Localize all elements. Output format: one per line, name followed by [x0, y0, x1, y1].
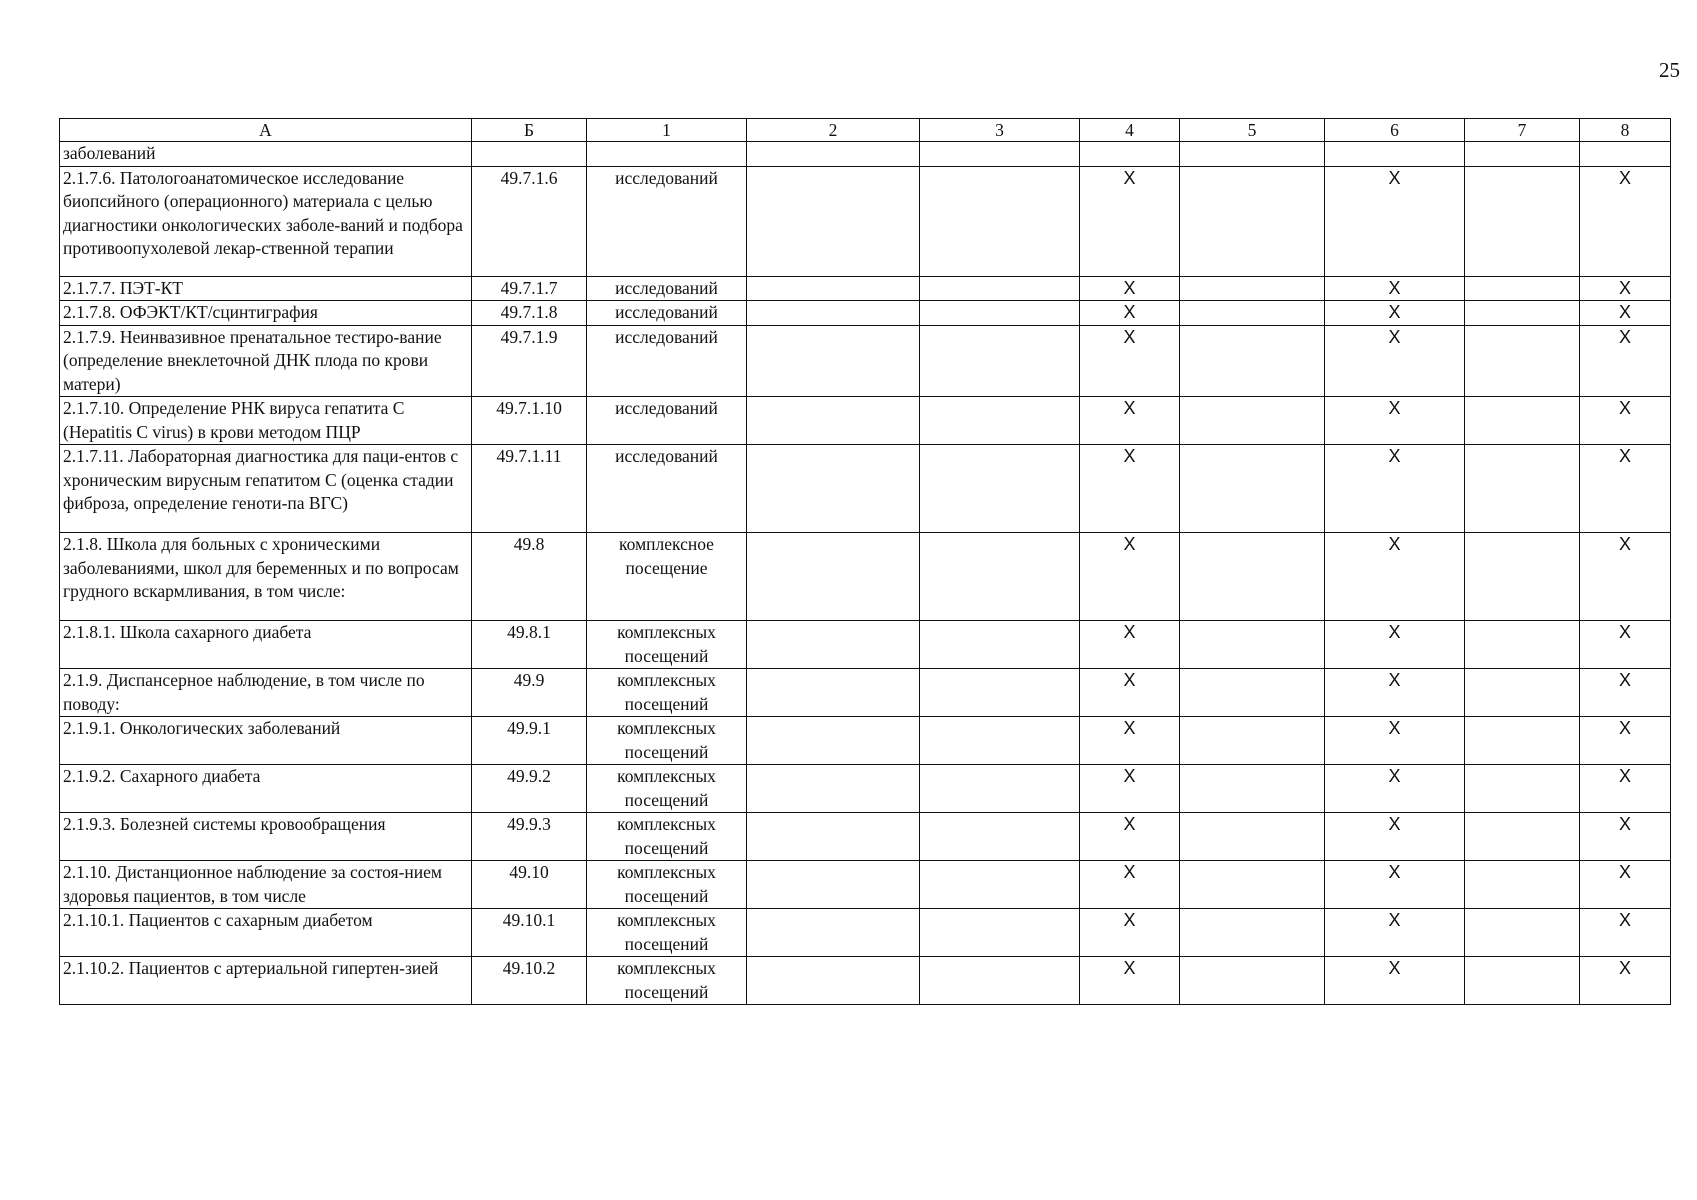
table-row [60, 325, 1671, 397]
col5-cell [1180, 276, 1325, 301]
row-name-cell: 2.1.7.6. Патологоанатомическое исследование биопсийного (операционного) материала с целью диагностики онкологических заболе-ваний и подбора противоопухолевой лекар-ственной терапии [60, 166, 472, 276]
row-unit-cell: комплексных посещений [587, 957, 747, 1005]
col3-cell [920, 861, 1080, 909]
table-body [60, 142, 1671, 1005]
table-row [60, 909, 1671, 957]
table-header-row [60, 119, 1671, 142]
col5-cell [1180, 301, 1325, 326]
row-unit-cell: исследований [587, 325, 747, 397]
table-row [60, 166, 1671, 276]
col6-mark-cell: X [1325, 301, 1465, 326]
col5-cell [1180, 621, 1325, 669]
row-code-cell: 49.7.1.7 [472, 276, 587, 301]
col2-cell [747, 621, 920, 669]
row-unit-cell: комплексных посещений [587, 909, 747, 957]
col2-cell [747, 909, 920, 957]
row-unit-cell: исследований [587, 445, 747, 533]
col5-cell [1180, 861, 1325, 909]
col4-mark-cell: X [1080, 909, 1180, 957]
col5-cell [1180, 397, 1325, 445]
col4-mark-cell: X [1080, 533, 1180, 621]
row-code-cell: 49.9.3 [472, 813, 587, 861]
col2-cell [747, 166, 920, 276]
row-name-cell: 2.1.7.11. Лабораторная диагностика для паци-ентов с хроническим вирусным гепатитом С (оценка стадии фиброза, определение геноти-па ВГС) [60, 445, 472, 533]
col7-cell [1465, 909, 1580, 957]
col5-cell [1180, 813, 1325, 861]
row-unit-cell: комплексных посещений [587, 621, 747, 669]
table-row [60, 142, 1671, 167]
table-row [60, 765, 1671, 813]
row-code-cell: 49.9.1 [472, 717, 587, 765]
col5-cell [1180, 166, 1325, 276]
row-name-cell: 2.1.9. Диспансерное наблюдение, в том числе по поводу: [60, 669, 472, 717]
col8-mark-cell: X [1580, 533, 1671, 621]
col3-cell [920, 397, 1080, 445]
col3-cell [920, 142, 1080, 167]
col5-cell [1180, 765, 1325, 813]
table-row [60, 301, 1671, 326]
header-cell-5: 5 [1180, 119, 1325, 142]
table-row [60, 861, 1671, 909]
col2-cell [747, 142, 920, 167]
indicators-table [59, 118, 1671, 1005]
col4-mark-cell: X [1080, 445, 1180, 533]
col7-cell [1465, 861, 1580, 909]
col7-cell [1465, 813, 1580, 861]
col4-mark-cell: X [1080, 301, 1180, 326]
col3-cell [920, 166, 1080, 276]
col7-cell [1465, 301, 1580, 326]
col4-mark-cell [1080, 142, 1180, 167]
row-unit-cell: комплексных посещений [587, 861, 747, 909]
row-name-cell: 2.1.10.1. Пациентов с сахарным диабетом [60, 909, 472, 957]
col7-cell [1465, 621, 1580, 669]
col8-mark-cell: X [1580, 301, 1671, 326]
row-unit-cell: исследований [587, 397, 747, 445]
col4-mark-cell: X [1080, 397, 1180, 445]
col6-mark-cell: X [1325, 861, 1465, 909]
row-code-cell: 49.7.1.10 [472, 397, 587, 445]
col6-mark-cell [1325, 142, 1465, 167]
col8-mark-cell: X [1580, 861, 1671, 909]
col7-cell [1465, 445, 1580, 533]
col4-mark-cell: X [1080, 861, 1180, 909]
row-code-cell [472, 142, 587, 167]
col6-mark-cell: X [1325, 276, 1465, 301]
col8-mark-cell [1580, 142, 1671, 167]
header-cell-a: А [60, 119, 472, 142]
row-name-cell: 2.1.8. Школа для больных с хроническими заболеваниями, школ для беременных и по вопросам грудного вскармливания, в том числе: [60, 533, 472, 621]
col2-cell [747, 957, 920, 1005]
col6-mark-cell: X [1325, 621, 1465, 669]
row-code-cell: 49.10 [472, 861, 587, 909]
col2-cell [747, 301, 920, 326]
header-cell-3: 3 [920, 119, 1080, 142]
col4-mark-cell: X [1080, 813, 1180, 861]
col6-mark-cell: X [1325, 533, 1465, 621]
col6-mark-cell: X [1325, 669, 1465, 717]
col2-cell [747, 445, 920, 533]
col6-mark-cell: X [1325, 717, 1465, 765]
col8-mark-cell: X [1580, 957, 1671, 1005]
col8-mark-cell: X [1580, 166, 1671, 276]
col6-mark-cell: X [1325, 957, 1465, 1005]
row-code-cell: 49.7.1.6 [472, 166, 587, 276]
col7-cell [1465, 765, 1580, 813]
col5-cell [1180, 142, 1325, 167]
row-name-cell: 2.1.9.2. Сахарного диабета [60, 765, 472, 813]
header-cell-2: 2 [747, 119, 920, 142]
col4-mark-cell: X [1080, 166, 1180, 276]
row-name-cell: 2.1.8.1. Школа сахарного диабета [60, 621, 472, 669]
row-unit-cell [587, 142, 747, 167]
col4-mark-cell: X [1080, 621, 1180, 669]
row-unit-cell: исследований [587, 301, 747, 326]
row-code-cell: 49.9 [472, 669, 587, 717]
col2-cell [747, 276, 920, 301]
row-name-cell: 2.1.9.3. Болезней системы кровообращения [60, 813, 472, 861]
col4-mark-cell: X [1080, 669, 1180, 717]
row-code-cell: 49.7.1.11 [472, 445, 587, 533]
col2-cell [747, 669, 920, 717]
row-code-cell: 49.7.1.8 [472, 301, 587, 326]
table-row [60, 621, 1671, 669]
col6-mark-cell: X [1325, 765, 1465, 813]
col3-cell [920, 301, 1080, 326]
col6-mark-cell: X [1325, 813, 1465, 861]
table-row [60, 813, 1671, 861]
col8-mark-cell: X [1580, 765, 1671, 813]
col3-cell [920, 276, 1080, 301]
col2-cell [747, 533, 920, 621]
col2-cell [747, 765, 920, 813]
col8-mark-cell: X [1580, 397, 1671, 445]
col2-cell [747, 861, 920, 909]
table-row [60, 445, 1671, 533]
col6-mark-cell: X [1325, 166, 1465, 276]
col2-cell [747, 813, 920, 861]
col6-mark-cell: X [1325, 325, 1465, 397]
col3-cell [920, 325, 1080, 397]
col7-cell [1465, 717, 1580, 765]
col3-cell [920, 621, 1080, 669]
table-row [60, 669, 1671, 717]
col4-mark-cell: X [1080, 717, 1180, 765]
col3-cell [920, 445, 1080, 533]
header-cell-b: Б [472, 119, 587, 142]
col2-cell [747, 397, 920, 445]
col6-mark-cell: X [1325, 397, 1465, 445]
row-code-cell: 49.10.2 [472, 957, 587, 1005]
col8-mark-cell: X [1580, 276, 1671, 301]
row-name-cell: 2.1.7.8. ОФЭКТ/КТ/сцинтиграфия [60, 301, 472, 326]
row-code-cell: 49.8 [472, 533, 587, 621]
row-name-cell: 2.1.7.7. ПЭТ-КТ [60, 276, 472, 301]
row-unit-cell: комплексных посещений [587, 813, 747, 861]
col8-mark-cell: X [1580, 909, 1671, 957]
row-name-cell: 2.1.10.2. Пациентов с артериальной гипертен-зией [60, 957, 472, 1005]
row-name-cell: заболеваний [60, 142, 472, 167]
col3-cell [920, 533, 1080, 621]
col5-cell [1180, 533, 1325, 621]
table-row [60, 276, 1671, 301]
col2-cell [747, 325, 920, 397]
col5-cell [1180, 669, 1325, 717]
header-cell-7: 7 [1465, 119, 1580, 142]
col4-mark-cell: X [1080, 765, 1180, 813]
row-unit-cell: комплексных посещений [587, 717, 747, 765]
col8-mark-cell: X [1580, 717, 1671, 765]
col3-cell [920, 765, 1080, 813]
col3-cell [920, 813, 1080, 861]
col8-mark-cell: X [1580, 325, 1671, 397]
col3-cell [920, 717, 1080, 765]
col7-cell [1465, 142, 1580, 167]
page-number: 25 [1659, 58, 1680, 82]
row-code-cell: 49.9.2 [472, 765, 587, 813]
col3-cell [920, 669, 1080, 717]
col6-mark-cell: X [1325, 445, 1465, 533]
col4-mark-cell: X [1080, 325, 1180, 397]
header-cell-6: 6 [1325, 119, 1465, 142]
col3-cell [920, 909, 1080, 957]
col3-cell [920, 957, 1080, 1005]
table-row [60, 717, 1671, 765]
table-row [60, 397, 1671, 445]
col8-mark-cell: X [1580, 621, 1671, 669]
row-unit-cell: исследований [587, 276, 747, 301]
col5-cell [1180, 325, 1325, 397]
col5-cell [1180, 957, 1325, 1005]
row-name-cell: 2.1.7.10. Определение РНК вируса гепатита С (Hepatitis С virus) в крови методом ПЦР [60, 397, 472, 445]
col2-cell [747, 717, 920, 765]
col6-mark-cell: X [1325, 909, 1465, 957]
col8-mark-cell: X [1580, 445, 1671, 533]
col5-cell [1180, 717, 1325, 765]
header-cell-1: 1 [587, 119, 747, 142]
row-unit-cell: комплексных посещений [587, 765, 747, 813]
row-code-cell: 49.8.1 [472, 621, 587, 669]
header-cell-4: 4 [1080, 119, 1180, 142]
col8-mark-cell: X [1580, 813, 1671, 861]
col7-cell [1465, 276, 1580, 301]
col7-cell [1465, 957, 1580, 1005]
col7-cell [1465, 669, 1580, 717]
col8-mark-cell: X [1580, 669, 1671, 717]
col7-cell [1465, 325, 1580, 397]
row-code-cell: 49.7.1.9 [472, 325, 587, 397]
col4-mark-cell: X [1080, 957, 1180, 1005]
col5-cell [1180, 445, 1325, 533]
table-row [60, 533, 1671, 621]
row-name-cell: 2.1.10. Дистанционное наблюдение за состоя-нием здоровья пациентов, в том числе [60, 861, 472, 909]
col7-cell [1465, 166, 1580, 276]
col5-cell [1180, 909, 1325, 957]
row-unit-cell: комплексных посещений [587, 669, 747, 717]
row-unit-cell: исследований [587, 166, 747, 276]
col4-mark-cell: X [1080, 276, 1180, 301]
row-name-cell: 2.1.9.1. Онкологических заболеваний [60, 717, 472, 765]
row-code-cell: 49.10.1 [472, 909, 587, 957]
header-cell-8: 8 [1580, 119, 1671, 142]
col7-cell [1465, 397, 1580, 445]
row-name-cell: 2.1.7.9. Неинвазивное пренатальное тестиро-вание (определение внеклеточной ДНК плода по крови матери) [60, 325, 472, 397]
col7-cell [1465, 533, 1580, 621]
table-row [60, 957, 1671, 1005]
row-unit-cell: комплексное посещение [587, 533, 747, 621]
